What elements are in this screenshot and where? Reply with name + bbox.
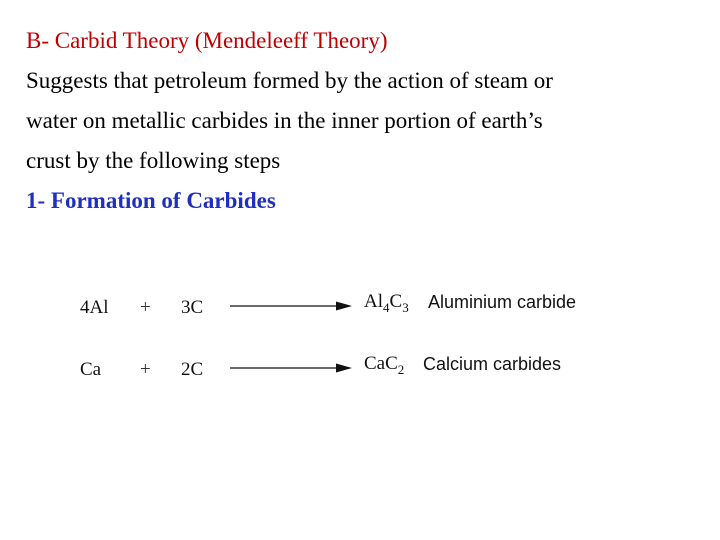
body-line: crust by the following steps — [26, 148, 281, 173]
reactant: Ca — [80, 359, 102, 380]
product-name: Aluminium carbide — [428, 292, 577, 312]
reactant: 2C — [181, 359, 204, 380]
formula-part: C — [389, 291, 403, 312]
product-name: Calcium carbides — [423, 354, 562, 374]
formula-subscript: 3 — [402, 299, 409, 315]
reaction-arrow-icon — [230, 361, 352, 375]
product-formula — [364, 353, 404, 381]
body-line: Suggests that petroleum formed by the action of steam or — [26, 68, 553, 93]
reaction-equation — [0, 288, 720, 328]
formula-subscript: 2 — [397, 361, 405, 377]
formula-part: CaC — [364, 353, 398, 374]
slide-title: B- Carbid Theory (Mendeleeff Theory) — [26, 28, 388, 53]
reaction-equation — [0, 350, 720, 390]
subheading: 1- Formation of Carbides — [26, 188, 276, 213]
formula-subscript: 4 — [383, 299, 390, 315]
plus-sign: + — [140, 297, 151, 318]
reactant: 3C — [181, 297, 204, 318]
reactant: 4Al — [80, 297, 109, 318]
product-formula — [364, 291, 409, 319]
body-line: water on metallic carbides in the inner portion of earth’s — [26, 108, 543, 133]
plus-sign: + — [140, 359, 151, 380]
formula-part: Al — [364, 291, 383, 312]
reaction-arrow-icon — [230, 299, 352, 313]
